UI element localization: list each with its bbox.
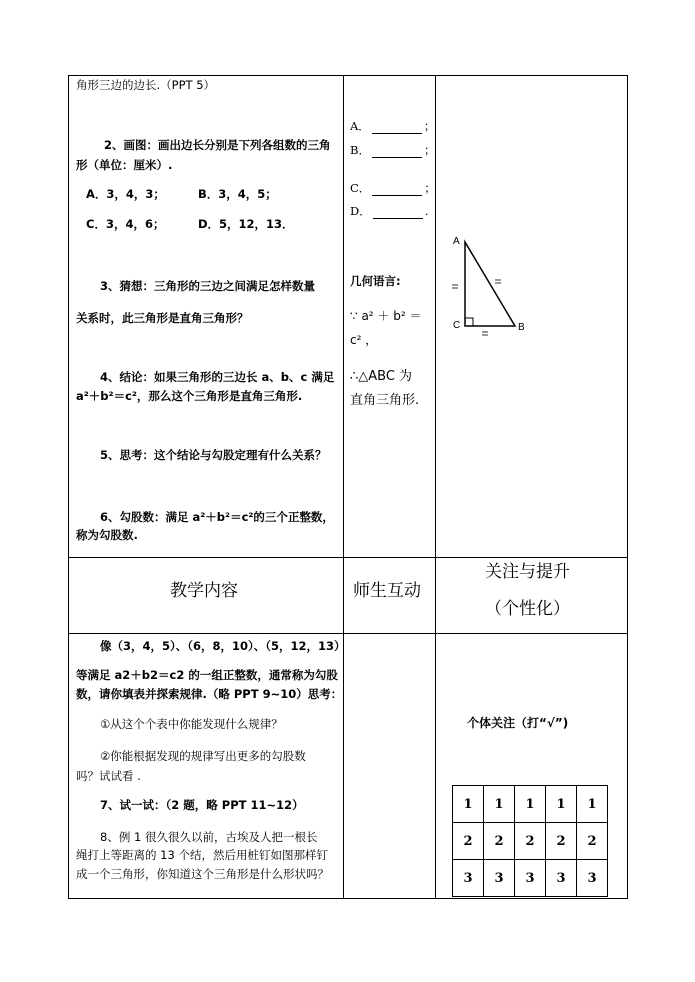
grid-cell[interactable]: 3 [577,860,608,897]
answer-c-label: C． [350,181,371,195]
item3-line2: 关系时，此三角形是直角三角形？ [76,311,249,325]
answer-d-label: D． [350,204,371,218]
grid-cell[interactable]: 2 [577,823,608,860]
grid-cell[interactable]: 3 [484,860,515,897]
answer-b-punct: ； [423,143,436,157]
option-a: A．3，4，3； [86,187,165,201]
column-divider-2 [435,75,436,899]
geometry-line1: ∵ a² ＋ b² ＝ [350,309,422,323]
header-top-rule [68,557,628,558]
vertex-c-label: C [453,320,461,331]
right-angle-mark [465,318,473,326]
answer-c [350,180,436,196]
item6-line2: 称为勾股数. [76,528,138,542]
item3-line1: 3、猜想：三角形的三边之间满足怎样数量 [100,279,315,293]
answer-d-blank[interactable] [373,206,423,219]
table-left-border [68,75,69,899]
answer-a-blank[interactable] [372,121,422,134]
answer-a [350,118,435,134]
table-right-border [627,75,628,899]
answer-a-punct: ； [423,119,436,133]
grid-row [453,823,608,860]
header-individual: （个性化） [485,599,570,619]
bottom-line3 [76,686,342,702]
table-top-border [68,75,628,76]
right-triangle-figure [445,230,535,340]
line0-text: 角形三边的边长.（PPT 5） [76,78,216,92]
bottom-line10: 成一个三角形，你知道这个三角形是什么形状吗？ [76,867,329,881]
bottom-line8: 8、例 1 很久很久以前，古埃及人把一根长 [100,830,318,844]
attention-grid [452,785,608,897]
header-focus: 关注与提升 [485,562,570,582]
item4-line1: 4、结论：如果三角形的三边长 a、b、c 满足 [100,370,335,384]
bottom-line7: 7、试一试：（2 题，略 PPT 11~12） [100,798,304,812]
grid-cell[interactable]: 1 [577,786,608,823]
bottom-line1: 像（3，4，5）、（6，8，10）、（5，12，13） [100,639,346,653]
bottom-line4: ①从这个个表中你能发现什么规律？ [100,717,283,731]
grid-row [453,786,608,823]
answer-a-label: A． [350,119,370,133]
geometry-line3: ∴△ABC 为 [350,369,413,384]
grid-cell[interactable]: 2 [453,823,484,860]
vertex-a-label: A [453,236,460,247]
bottom-line9: 绳打上等距离的 13 个结，然后用桩钉如图那样钉 [76,848,328,862]
geometry-line4: 直角三角形. [350,393,420,408]
answer-c-punct: ； [424,181,436,195]
item5-text: 5、思考：这个结论与勾股定理有什么关系？ [100,448,327,462]
header-teacher-student: 师生互动 [353,581,421,601]
geometry-line2: c² ， [350,333,378,347]
option-b: B．3，4，5； [198,187,277,201]
item2-line1: 2、画图：画出边长分别是下列各组数的三角 [104,138,331,152]
grid-cell[interactable]: 1 [546,786,577,823]
grid-cell[interactable]: 1 [515,786,546,823]
table-bottom-border [68,898,628,899]
grid-cell[interactable]: 3 [515,860,546,897]
answer-d-punct: . [424,204,429,218]
grid-cell[interactable]: 2 [515,823,546,860]
bottom-line5: ②你能根据发现的规律写出更多的勾股数 [100,749,306,763]
grid-cell[interactable]: 1 [453,786,484,823]
bottom-line3-text: 数，请你填表并探索规律.（略 PPT 9~10）思考： [76,687,343,701]
vertex-b-label: B [518,322,525,333]
option-d: D．5，12，13． [198,217,294,231]
individual-focus-label: 个体关注（打“√”) [467,716,569,730]
item4-line2: a²＋b²＝c²，那么这个三角形是直角三角形. [76,389,303,403]
item6-line1: 6、勾股数：满足 a²＋b²＝c²的三个正整数， [100,510,334,524]
bottom-line6: 吗？试试看 . [76,769,141,783]
column-divider-1 [343,75,344,899]
answer-b-label: B． [350,143,370,157]
grid-cell[interactable]: 2 [484,823,515,860]
triangle-shape [465,242,515,326]
option-c: C．3，4，6； [86,217,165,231]
answer-b-blank[interactable] [372,145,422,158]
grid-cell[interactable]: 1 [484,786,515,823]
bottom-line2: 等满足 a2＋b2＝c2 的一组正整数，通常称为勾股 [76,668,338,682]
geometry-language-label: 几何语言: [350,274,401,288]
grid-row [453,860,608,897]
header-bottom-rule [68,633,628,634]
grid-cell[interactable]: 2 [546,823,577,860]
item2-line2: 形（单位：厘米）. [76,158,173,172]
header-teaching-content: 教学内容 [170,581,238,601]
answer-d [350,203,428,219]
answer-b [350,142,435,158]
grid-cell[interactable]: 3 [546,860,577,897]
answer-c-blank[interactable] [372,183,422,196]
grid-cell[interactable]: 3 [453,860,484,897]
